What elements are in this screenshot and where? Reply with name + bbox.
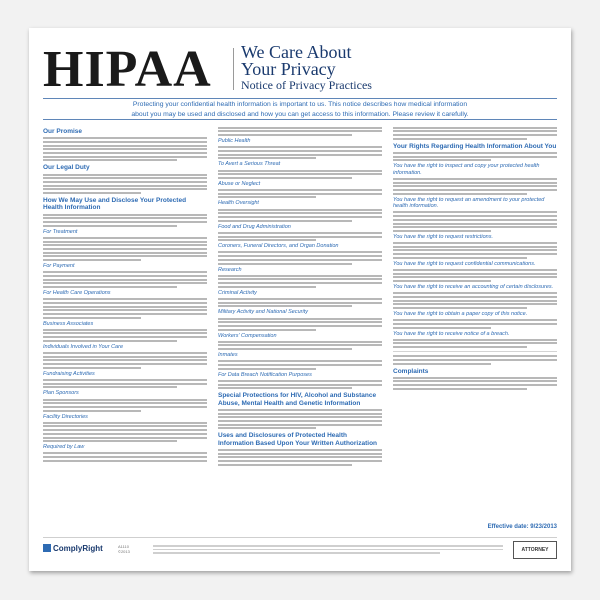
subheading-military: Military Activity and National Security — [218, 309, 308, 316]
product-code-1: A1110 — [118, 544, 129, 549]
effective-date: Effective date: 9/23/2013 — [487, 524, 557, 530]
column-3 — [393, 125, 557, 530]
banner-line-1: Protecting your confidential health information is important to us. This notice describes how medical information — [132, 101, 468, 108]
subheading-research: Research — [218, 266, 242, 273]
subheading-abuse: Abuse or Neglect — [218, 180, 261, 187]
subheading-coroners: Coroners, Funeral Directors, and Organ Donation — [218, 243, 339, 250]
attorney-seal: ATTORNEY — [513, 541, 557, 559]
tagline-line-3: Notice of Privacy Practices — [241, 78, 372, 92]
poster-footer — [43, 537, 557, 564]
subheading-fda: Food and Drug Administration — [218, 223, 291, 230]
column-1 — [43, 125, 207, 530]
subheading-public-health: Public Health — [218, 138, 251, 145]
footer-fine-print — [153, 543, 503, 556]
subheading-associates: Business Associates — [43, 320, 94, 327]
subheading-directories: Facility Directories — [43, 413, 88, 420]
banner-line-2: about you may be used and disclosed and how you can get access to this information. Please review it carefully. — [131, 111, 469, 118]
subheading-required-by-law: Required by Law — [43, 444, 85, 451]
subheading-payment: For Payment — [43, 263, 75, 269]
brand-name: ComplyRight — [53, 544, 103, 553]
poster-tagline — [241, 44, 372, 92]
right-breach-notice: You have the right to receive notice of a breach. — [393, 330, 510, 337]
right-accounting: You have the right to receive an accounting of certain disclosures. — [393, 284, 554, 291]
subheading-health-oversight: Health Oversight — [218, 200, 259, 207]
right-amendment: You have the right to request an amendment to your protected health information. — [393, 196, 545, 210]
right-confidential-communications: You have the right to request confidential communications. — [393, 260, 536, 267]
subheading-inmates: Inmates — [218, 352, 238, 359]
hipaa-poster — [29, 28, 571, 571]
subheading-workers-comp: Workers' Compensation — [218, 332, 277, 339]
poster-body — [43, 125, 557, 530]
right-restrictions: You have the right to request restrictions. — [393, 233, 493, 240]
right-inspect-copy: You have the right to inspect and copy your protected health information. — [393, 163, 540, 176]
column-2 — [218, 125, 382, 530]
brand-logo — [43, 544, 103, 553]
heading-complaints: Complaints — [393, 367, 429, 375]
product-code — [118, 544, 130, 554]
subheading-fundraising: Fundraising Activities — [43, 370, 95, 377]
heading-how-we-use: How We May Use and Disclose Your Protected Health Information — [43, 196, 187, 212]
heading-our-promise: Our Promise — [43, 128, 83, 135]
tagline-line-2: Your Privacy — [241, 59, 336, 79]
subheading-individuals: Individuals Involved in Your Care — [43, 343, 124, 350]
subheading-treatment: For Treatment — [43, 228, 78, 235]
header-divider — [233, 48, 234, 90]
product-code-2: ©2013 — [118, 549, 130, 554]
heading-special-protections: Special Protections for HIV, Alcohol and Substance Abuse, Mental Health and Genetic Information — [218, 392, 377, 407]
subheading-criminal: Criminal Activity — [218, 289, 257, 296]
right-paper-copy: You have the right to obtain a paper copy of this notice. — [393, 311, 528, 317]
subheading-breach-notification: For Data Breach Notification Purposes — [218, 371, 312, 378]
poster-header — [43, 41, 557, 98]
subheading-avert-threat: To Avert a Serious Threat — [218, 161, 281, 168]
intro-banner — [43, 98, 557, 120]
subheading-plan-sponsors: Plan Sponsors — [43, 390, 79, 397]
subheading-operations: For Health Care Operations — [43, 289, 111, 296]
tagline-line-1: We Care About — [241, 42, 352, 62]
heading-legal-duty: Our Legal Duty — [43, 164, 90, 172]
heading-your-rights: Your Rights Regarding Health Information About You — [393, 142, 557, 150]
heading-written-authorization: Uses and Disclosures of Protected Health Information Based Upon Your Written Authorization — [218, 432, 378, 447]
poster-title: HIPAA — [43, 41, 212, 98]
logo-mark-icon — [43, 544, 51, 552]
